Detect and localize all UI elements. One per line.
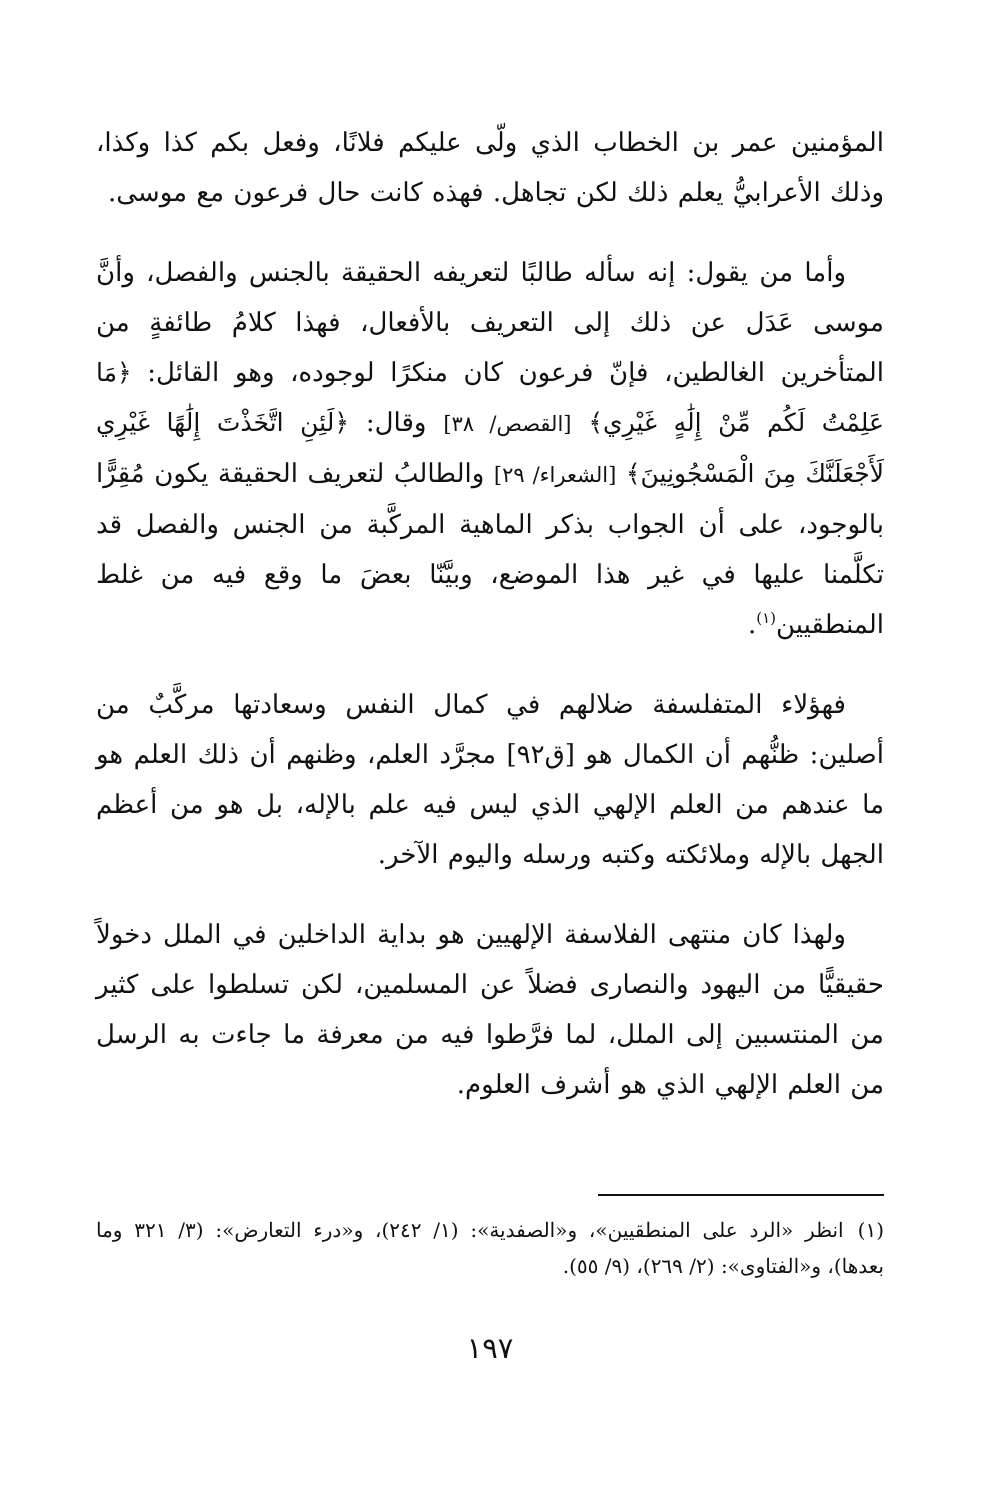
footnote-reference-mark[interactable]: (١)	[756, 609, 776, 627]
paragraph-1-text: المؤمنين عمر بن الخطاب الذي ولّى عليكم فلانًا، وفعل بكم كذا وكذا، وذلك الأعرابيُّ يعلم ذلك لكن تجاهل. فهذه كانت حال فرعون مع موسى.	[96, 128, 884, 208]
paragraph-1	[96, 118, 884, 218]
paragraph-4-text: ولهذا كان منتهى الفلاسفة الإلهيين هو بداية الداخلين في الملل دخولاً حقيقيًّا من اليهود والنصارى فضلاً عن المسلمين، لكن تسلطوا على كثير من المنتسبين إلى الملل، لما فرَّطوا فيه من معرفة ما جاءت به الرسل من العلم الإلهي الذي هو أشرف العلوم.	[96, 920, 884, 1100]
paragraph-2-final-period: .	[747, 610, 757, 640]
paragraph-2-text-end: والطالبُ لتعريف الحقيقة يكون مُقِرًّا بالوجود، على أن الجواب بذكر الماهية المركَّبة من الجنس والفصل قد تكلَّمنا عليها في غير هذا الموضع، وبيَّنّا بعضَ ما وقع فيه من غلط المنطقيين	[96, 459, 884, 640]
main-text	[96, 118, 884, 1110]
footnote-separator-rule	[598, 1194, 884, 1196]
footnote-text: انظر «الرد على المنطقيين»، و«الصفدية»: (١/ ٢٤٢)، و«درء التعارض»: (٣/ ٣٢١ وما بعدها)، و«الفتاوى»: (٢/ ٢٦٩)، (٩/ ٥٥).	[96, 1218, 884, 1278]
paragraph-3-text: فهؤلاء المتفلسفة ضلالهم في كمال النفس وسعادتها مركَّبٌ من أصلين: ظنُّهم أن الكمال هو [ق٩٢] مجرَّد العلم، وظنهم أن ذلك العلم هو ما عندهم من العلم الإلهي الذي ليس فيه علم بالإله، بل هو من أعظم الجهل بالإله وملائكته وكتبه ورسله واليوم الآخر.	[96, 690, 884, 870]
quran-verse-2: ﴿لَئِنِ اتَّخَذْتَ إِلَٰهًا غَيْرِي لَأَجْعَلَنَّكَ مِنَ الْمَسْجُونِينَ﴾	[96, 408, 885, 488]
quran-reference-1: [القصص/ ٣٨]	[443, 412, 572, 436]
quran-verse-1: ﴿مَا عَلِمْتُ لَكُم مِّنْ إِلَٰهٍ غَيْرِي﴾	[96, 358, 884, 437]
paragraph-2-text-start: وأما من يقول: إنه سأله طالبًا لتعريفه الحقيقة بالجنس والفصل، وأنَّ موسى عَدَل عن ذلك إلى التعريف بالأفعال، فهذا كلامُ طائفةٍ من المتأخرين الغالطين، فإنّ فرعون كان منكرًا لوجوده، وهو القائل:	[96, 258, 884, 388]
footnote	[96, 1212, 884, 1284]
footnote-number: (١)	[857, 1218, 884, 1242]
quran-reference-2: [الشعراء/ ٢٩]	[493, 463, 617, 487]
paragraph-4	[96, 910, 884, 1110]
paragraph-3	[96, 680, 884, 880]
paragraph-2-connector: وقال:	[348, 408, 444, 438]
paragraph-2	[96, 248, 884, 650]
book-page	[96, 118, 884, 1428]
page-number: ١٩٧	[466, 1331, 514, 1365]
